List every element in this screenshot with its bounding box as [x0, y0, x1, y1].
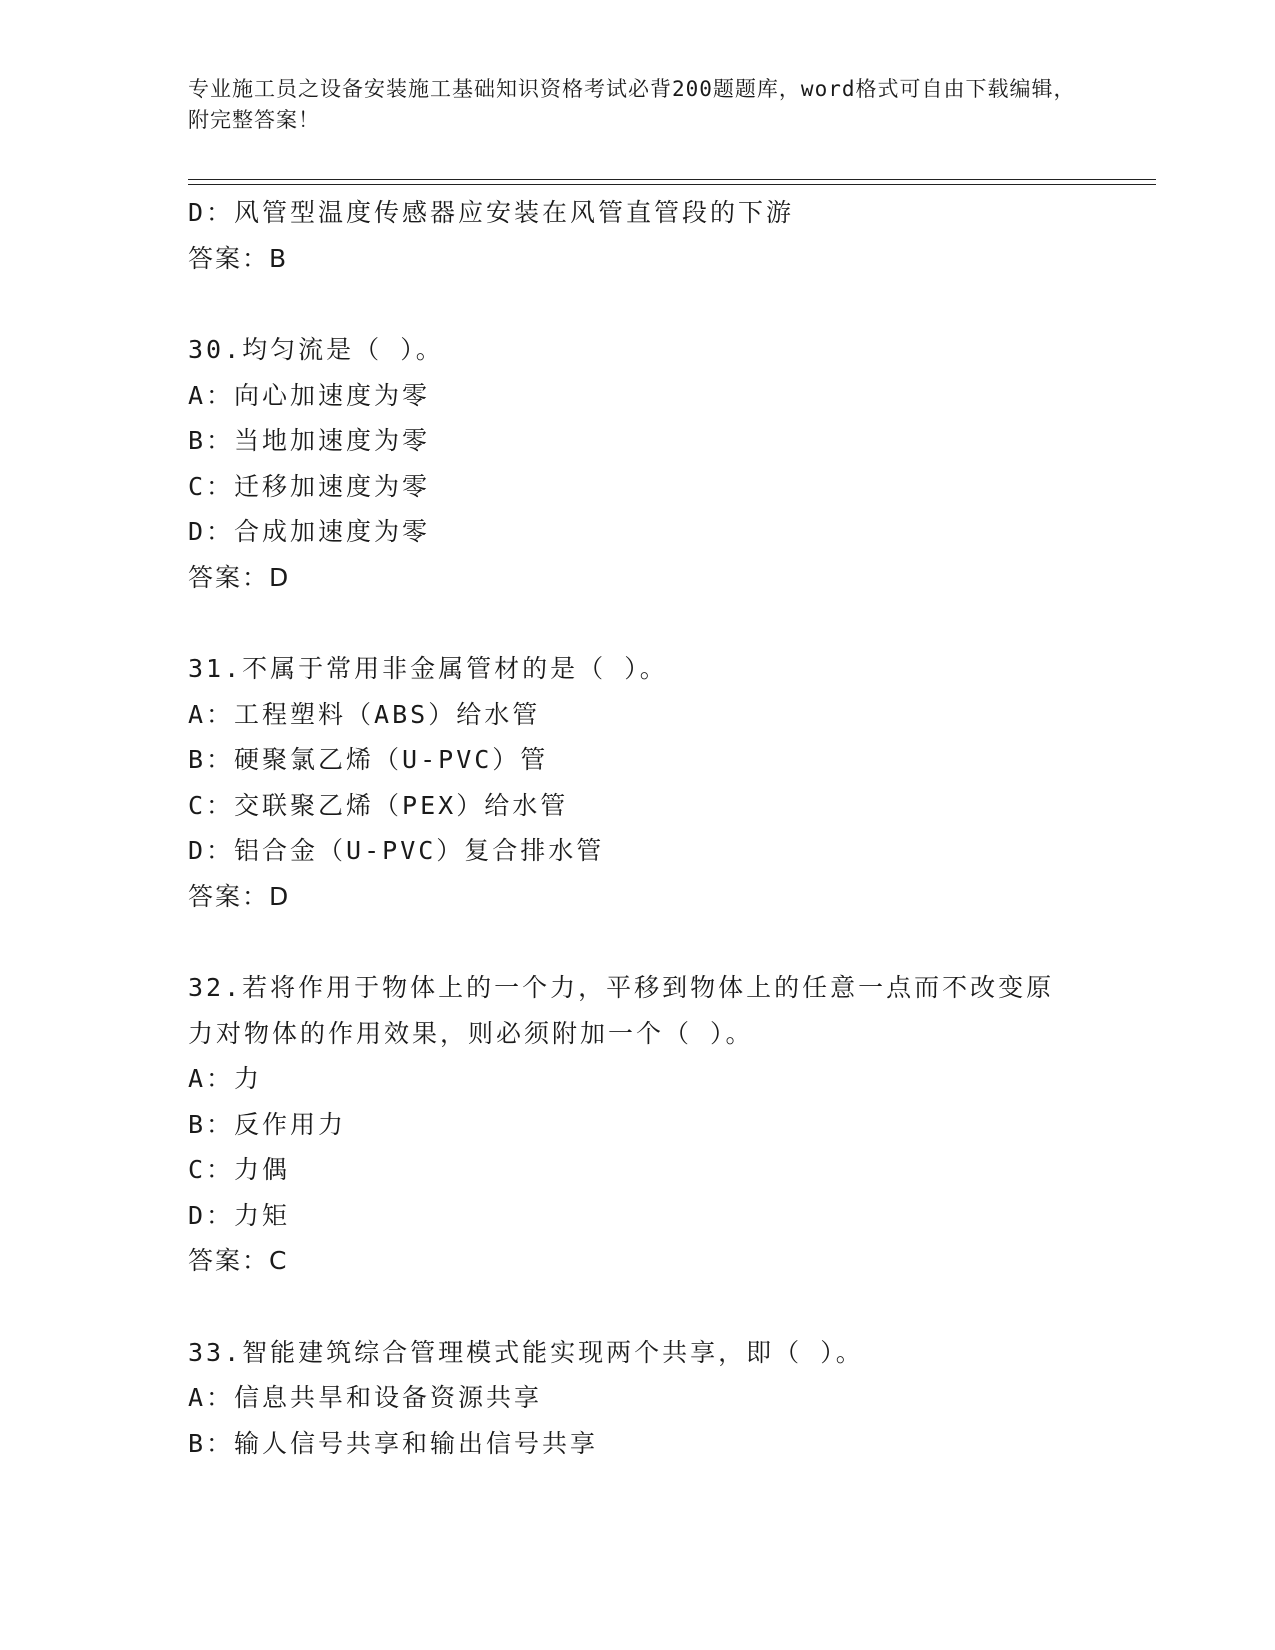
question-33: [188, 1330, 1088, 1467]
option-a: A：信息共旱和设备资源共享: [188, 1383, 543, 1412]
spacer: [188, 281, 1088, 327]
question-text: 33.智能建筑综合管理模式能实现两个共享，即（ ）。: [188, 1337, 864, 1367]
option-b: B：输人信号共享和输出信号共享: [188, 1428, 599, 1458]
answer-line: 答案：C: [188, 1246, 289, 1275]
option-a: A：工程塑料（ABS）给水管: [188, 699, 541, 729]
option-d: D：合成加速度为零: [188, 517, 431, 546]
question-32: [188, 965, 1088, 1284]
header-title: 专业施工员之设备安装施工基础知识资格考试必背200题题库，word格式可自由下载编辑，附完整答案！: [188, 77, 1076, 132]
option-d: D：铝合金（U-PVC）复合排水管: [188, 836, 605, 865]
question-29-continued: [188, 190, 1088, 281]
header-divider-top: [188, 179, 1156, 180]
spacer: [188, 600, 1088, 646]
answer-line: 答案：D: [188, 881, 291, 911]
document-header: [188, 74, 1088, 136]
question-text: 30.均匀流是（ ）。: [188, 335, 444, 364]
spacer: [188, 919, 1088, 965]
question-31: [188, 646, 1088, 919]
option-b: B：当地加速度为零: [188, 426, 431, 455]
option-c: C：力偶: [188, 1155, 291, 1184]
option-d: D：力矩: [188, 1200, 291, 1230]
header-divider-bottom: [188, 184, 1156, 185]
option-d: D：风管型温度传感器应安装在风管直管段的下游: [188, 198, 795, 227]
question-list: [188, 190, 1088, 1466]
spacer: [188, 1284, 1088, 1330]
answer-line: 答案：D: [188, 562, 291, 592]
question-text: 31.不属于常用非金属管材的是（ ）。: [188, 654, 668, 683]
option-a: A：力: [188, 1064, 263, 1093]
question-30: [188, 327, 1088, 600]
option-c: C：交联聚乙烯（PEX）给水管: [188, 790, 569, 820]
option-b: B：反作用力: [188, 1109, 347, 1139]
answer-line: 答案：B: [188, 243, 289, 273]
option-a: A：向心加速度为零: [188, 380, 431, 410]
option-b: B：硬聚氯乙烯（U-PVC）管: [188, 745, 549, 774]
option-c: C：迁移加速度为零: [188, 471, 431, 501]
question-text: 32.若将作用于物体上的一个力，平移到物体上的任意一点而不改变原力对物体的作用效果，则必须附加一个（ ）。: [188, 973, 1055, 1048]
